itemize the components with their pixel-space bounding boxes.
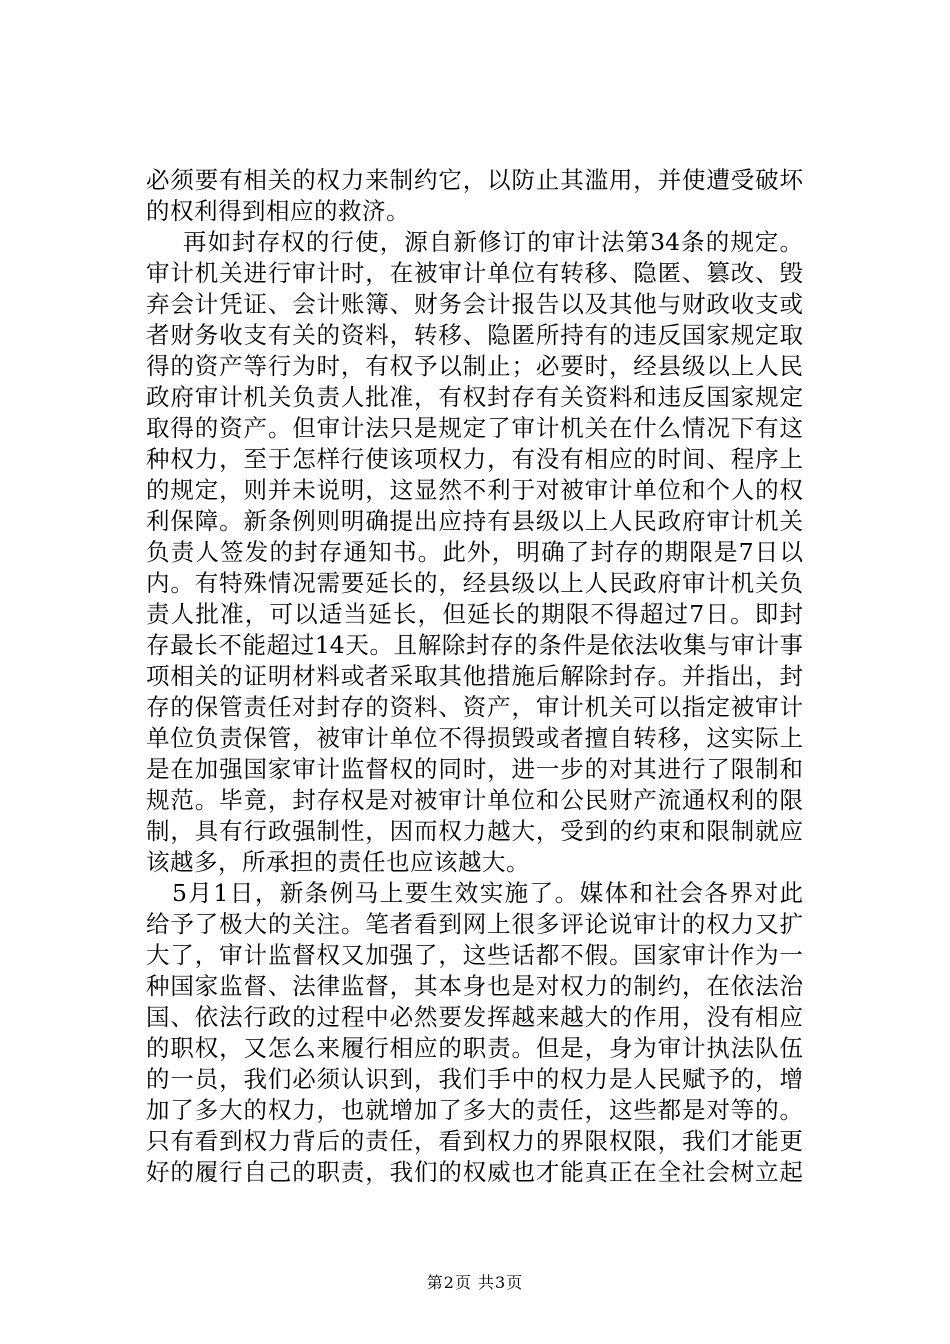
text-line: 该越多，所承担的责任也应该越大。: [146, 848, 530, 876]
text-line: 得的资产等行为时，有权予以制止；必要时，经县级以上人民: [146, 352, 803, 380]
text-line: 5月1日，新条例马上要生效实施了。媒体和社会各界对此: [172, 879, 803, 907]
text-line: 的职权，又怎么来履行相应的职责。但是，身为审计执法队伍: [146, 1034, 803, 1062]
text-line: 只有看到权力背后的责任，看到权力的界限权限，我们才能更: [146, 1127, 803, 1155]
paragraph: [146, 227, 803, 878]
text-line: 好的履行自己的职责，我们的权威也才能真正在全社会树立起: [146, 1158, 803, 1186]
text-line: 种国家监督、法律监督，其本身也是对权力的制约，在依法治: [146, 972, 803, 1000]
text-line: 内。有特殊情况需要延长的，经县级以上人民政府审计机关负: [146, 569, 803, 597]
text-line: 负责人签发的封存通知书。此外，明确了封存的期限是7日以: [146, 538, 803, 566]
text-line: 大了，审计监督权又加强了，这些话都不假。国家审计作为一: [146, 941, 803, 969]
text-line: 取得的资产。但审计法只是规定了审计机关在什么情况下有这: [146, 414, 803, 442]
text-line: 规范。毕竟，封存权是对被审计单位和公民财产流通权利的限: [146, 786, 803, 814]
text-line: 审计机关进行审计时，在被审计单位有转移、隐匿、篡改、毁: [146, 259, 803, 287]
text-line: 存最长不能超过14天。且解除封存的条件是依法收集与审计事: [146, 631, 803, 659]
text-line: 必须要有相关的权力来制约它，以防止其滥用，并使遭受破坏: [146, 166, 803, 194]
text-line: 单位负责保管，被审计单位不得损毁或者擅自转移，这实际上: [146, 724, 803, 752]
text-line: 弃会计凭证、会计账簿、财务会计报告以及其他与财政收支或: [146, 290, 803, 318]
text-line: 项相关的证明材料或者采取其他措施后解除封存。并指出，封: [146, 662, 803, 690]
paragraph: [146, 165, 803, 227]
paragraph: [146, 878, 803, 1188]
text-line: 给予了极大的关注。笔者看到网上很多评论说审计的权力又扩: [146, 910, 803, 938]
text-line: 加了多大的权力，也就增加了多大的责任，这些都是对等的。: [146, 1096, 803, 1124]
text-line: 再如封存权的行使，源自新修订的审计法第34条的规定。: [183, 228, 803, 256]
text-line: 的权利得到相应的救济。: [146, 197, 410, 225]
text-line: 的规定，则并未说明，这显然不利于对被审计单位和个人的权: [146, 476, 803, 504]
text-line: 的一员，我们必须认识到，我们手中的权力是人民赋予的，增: [146, 1065, 803, 1093]
body-text: [146, 165, 803, 1188]
text-line: 责人批准，可以适当延长，但延长的期限不得超过7日。即封: [146, 600, 803, 628]
text-line: 制，具有行政强制性，因而权力越大，受到的约束和限制就应: [146, 817, 803, 845]
text-line: 国、依法行政的过程中必然要发挥越来越大的作用，没有相应: [146, 1003, 803, 1031]
text-line: 种权力，至于怎样行使该项权力，有没有相应的时间、程序上: [146, 445, 803, 473]
text-line: 者财务收支有关的资料，转移、隐匿所持有的违反国家规定取: [146, 321, 803, 349]
text-line: 存的保管责任对封存的资料、资产，审计机关可以指定被审计: [146, 693, 803, 721]
text-line: 利保障。新条例则明确提出应持有县级以上人民政府审计机关: [146, 507, 803, 535]
text-line: 政府审计机关负责人批准，有权封存有关资料和违反国家规定: [146, 383, 803, 411]
page-number: 第2页 共3页: [426, 1273, 524, 1292]
page-footer: [0, 1271, 950, 1295]
text-line: 是在加强国家审计监督权的同时，进一步的对其进行了限制和: [146, 755, 803, 783]
